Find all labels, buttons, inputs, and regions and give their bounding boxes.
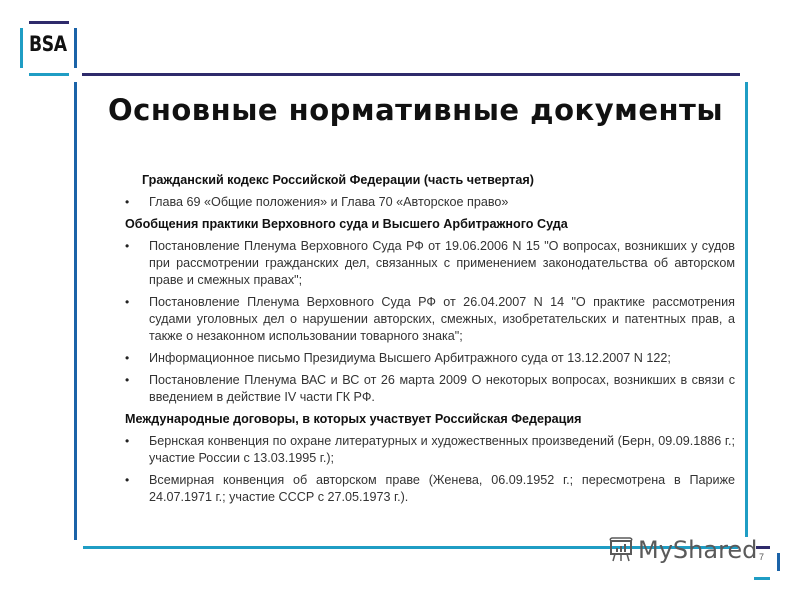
list-item — [125, 433, 735, 467]
section-heading: Гражданский кодекс Российской Федерации (часть четвертая) — [142, 173, 534, 187]
bullet-icon: • — [125, 351, 130, 365]
list-item-text: Глава 69 «Общие положения» и Глава 70 «Авторское право» — [149, 195, 509, 209]
slide-number: 7 — [759, 552, 765, 562]
frame-left-line — [74, 82, 77, 540]
section-heading: Обобщения практики Верховного суда и Высшего Арбитражного Суда — [125, 217, 568, 231]
list-item — [125, 472, 735, 506]
list-item-text: Постановление Пленума ВАС и ВС от 26 марта 2009 О некоторых вопросах, возникших в связи с введением в действие IV части ГК РФ. — [149, 373, 735, 404]
presentation-board-icon — [608, 537, 634, 563]
corner-right — [777, 553, 780, 571]
list-item — [125, 238, 735, 289]
logo-frame-bottom — [29, 73, 69, 76]
section-international-treaties — [125, 411, 735, 506]
logo-frame-right — [74, 28, 77, 68]
list-item-text: Информационное письмо Президиума Высшего Арбитражного суда от 13.12.2007 N 122; — [149, 351, 671, 365]
bullet-icon: • — [125, 434, 130, 448]
section-civil-code — [125, 172, 735, 211]
watermark — [608, 536, 757, 564]
corner-bottom — [754, 577, 770, 580]
logo-text: BSA — [29, 32, 67, 56]
bullet-icon: • — [125, 195, 130, 209]
watermark-text: MyShared — [638, 536, 758, 564]
slide-content — [125, 172, 735, 511]
list-item-text: Постановление Пленума Верховного Суда РФ от 26.04.2007 N 14 "О практике рассмотрения судами уголовных дел о нарушении авторских, смежных, изобретательских и патентных прав, а также о незаконном использовании товарного знака"; — [149, 295, 735, 343]
bullet-icon: • — [125, 295, 130, 309]
frame-right-line — [745, 82, 748, 537]
list-item-text: Бернская конвенция по охране литературных и художественных произведений (Берн, 09.09.1886 г.; участие России с 13.03.1995 г.); — [149, 434, 735, 465]
list-item — [125, 194, 735, 211]
list-item-text: Всемирная конвенция об авторском праве (Женева, 06.09.1952 г.; пересмотрена в Париже 24.07.1971 г.; участие СССР с 27.05.1973 г.). — [149, 473, 735, 504]
list-item-text: Постановление Пленума Верховного Суда РФ от 19.06.2006 N 15 "О вопросах, возникших у судов при рассмотрении гражданских дел, связанных с применением законодательства об авторском праве и смежных правах"; — [149, 239, 735, 287]
list-item — [125, 350, 735, 367]
logo-frame-top — [29, 21, 69, 24]
list-item — [125, 372, 735, 406]
frame-top-line — [82, 73, 740, 76]
section-heading: Международные договоры, в которых участвует Российская Федерация — [125, 412, 582, 426]
slide-title: Основные нормативные документы — [108, 93, 724, 127]
section-court-practice — [125, 216, 735, 406]
bullet-icon: • — [125, 373, 130, 387]
corner-top — [756, 546, 770, 549]
bullet-icon: • — [125, 473, 130, 487]
bullet-icon: • — [125, 239, 130, 253]
logo-frame-left — [20, 28, 23, 68]
list-item — [125, 294, 735, 345]
